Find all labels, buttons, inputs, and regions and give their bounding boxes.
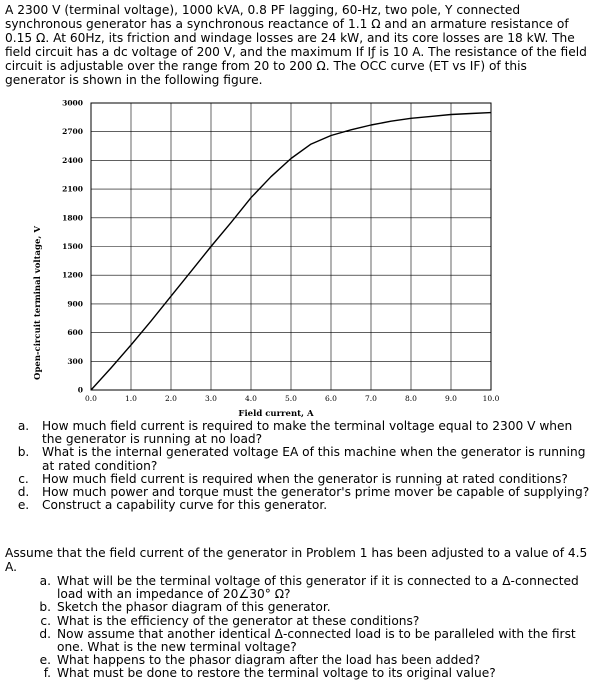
question-item	[5, 615, 590, 628]
x-axis-label: Field current, A	[238, 409, 314, 418]
occ-chart-svg	[0, 98, 595, 418]
y-tick-label: 0	[77, 385, 83, 395]
question-item	[5, 628, 590, 654]
x-tick-label: 10.0	[482, 394, 500, 403]
question-letter: c.	[18, 471, 29, 486]
question-letter: b.	[39, 600, 51, 615]
question-text: What is the internal generated voltage EA of this machine when the generator is running at rated condition?	[42, 445, 586, 473]
occ-chart	[0, 98, 595, 418]
y-tick-label: 2700	[62, 127, 83, 137]
question-text: What must be done to restore the terminal voltage to its original value?	[57, 666, 496, 681]
chart-grid	[91, 103, 491, 390]
problem-1-statement: A 2300 V (terminal voltage), 1000 kVA, 0.8 PF lagging, 60-Hz, two pole, Y connected synchronous generator has a synchronous reactance of 1.1 Ω and an armature resistance of 0.15 Ω. At 60Hz, its friction and windage losses are 24 kW, and its core losses are 18 kW. The field circuit has a dc voltage of 200 V, and the maximum If Iƒ is 10 A. The resistance of the field circuit is adjustable over the range from 20 to 200 Ω. The OCC curve (ET vs IF) of this generator is shown in the following figure.	[5, 3, 587, 87]
y-axis-label: Open-circuit terminal voltage, V	[33, 226, 43, 380]
y-tick-label: 2400	[62, 155, 83, 165]
question-item	[5, 667, 590, 680]
x-tick-label: 6.0	[325, 394, 337, 403]
question-letter: e.	[39, 653, 51, 668]
x-tick-label: 0.0	[85, 394, 97, 403]
y-tick-label: 2100	[62, 184, 83, 194]
x-tick-label: 2.0	[165, 394, 177, 403]
y-tick-label: 1800	[62, 213, 83, 223]
y-tick-label: 3000	[62, 98, 83, 108]
problem-2-statement: Assume that the field current of the generator in Problem 1 has been adjusted to a value of 4.5 A.	[5, 546, 588, 574]
y-tick-label: 600	[67, 328, 83, 338]
question-item	[5, 446, 590, 472]
x-tick-label: 8.0	[405, 394, 417, 403]
question-letter: e.	[17, 498, 30, 513]
x-tick-label: 1.0	[125, 394, 137, 403]
question-letter: d.	[39, 626, 51, 641]
question-text: How much power and torque must the generator's prime mover be capable of supplying?	[42, 485, 590, 500]
question-letter: a.	[39, 574, 51, 588]
question-text: Sketch the phasor diagram of this generator.	[57, 600, 331, 615]
question-text: Now assume that another identical Δ-connected load is to be paralleled with the first one. What is the new terminal voltage?	[57, 626, 576, 655]
chart-ticks	[62, 99, 499, 404]
question-letter: a.	[17, 419, 30, 433]
x-tick-label: 5.0	[285, 394, 297, 403]
y-tick-label: 1200	[62, 270, 83, 280]
question-item	[5, 601, 590, 614]
problem-1-questions	[5, 420, 590, 512]
x-tick-label: 3.0	[205, 394, 217, 403]
question-text: Construct a capability curve for this generator.	[42, 498, 328, 513]
question-text: How much field current is required to make the terminal voltage equal to 2300 V when the generator is running at no load?	[42, 419, 573, 447]
y-tick-label: 1500	[62, 242, 83, 251]
question-letter: c.	[40, 613, 51, 628]
x-tick-label: 4.0	[245, 394, 257, 403]
question-text: What will be the terminal voltage of this generator if it is connected to a Δ-connected load with an impedance of 20∠30° Ω?	[57, 574, 579, 602]
question-text: What happens to the phasor diagram after the load has been added?	[57, 653, 481, 668]
question-item	[5, 499, 590, 512]
x-tick-label: 9.0	[445, 394, 457, 403]
question-letter: f.	[43, 666, 51, 681]
x-tick-label: 7.0	[365, 394, 377, 403]
question-letter: b.	[17, 445, 30, 460]
question-text: How much field current is required when the generator is running at rated conditions?	[42, 471, 568, 486]
y-tick-label: 300	[67, 356, 83, 366]
question-item	[5, 420, 590, 446]
question-item	[5, 575, 590, 601]
y-tick-label: 900	[67, 299, 83, 309]
problem-2-questions	[5, 575, 590, 681]
question-letter: d.	[17, 485, 30, 500]
question-text: What is the efficiency of the generator at these conditions?	[57, 613, 420, 628]
